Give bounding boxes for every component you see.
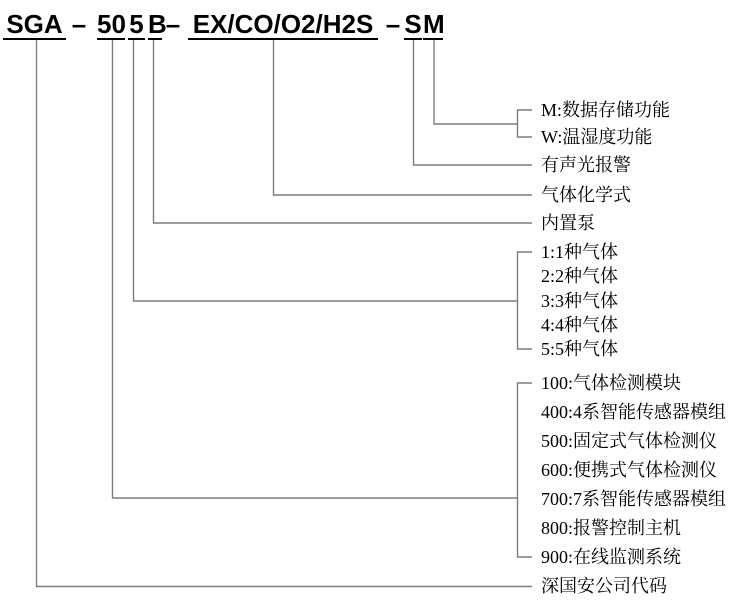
connector-gas-count <box>134 40 518 301</box>
label-gas-count-option-5: 5:5种气体 <box>541 339 619 359</box>
label-series-option-400: 400:4系智能传感器模组 <box>541 402 727 422</box>
label-gas-count-option-1: 1:1种气体 <box>541 242 619 262</box>
label-alarm: 有声光报警 <box>541 155 631 175</box>
bracket-series <box>518 383 533 557</box>
segment-brand: SGA <box>3 10 66 40</box>
label-gas-count-option-4: 4:4种气体 <box>541 315 619 335</box>
label-series-option-800: 800:报警控制主机 <box>541 518 682 538</box>
label-gas-count-option-3: 3:3种气体 <box>541 291 619 311</box>
label-series-option-100: 100:气体检测模块 <box>541 373 682 393</box>
segment-gas-count-digit: 5 <box>129 9 144 39</box>
connector-alarm <box>414 40 533 165</box>
dash-separator-1: – <box>71 9 87 39</box>
label-humidity-option: W:温湿度功能 <box>541 127 653 147</box>
connector-gas-formula <box>274 40 533 195</box>
connector-memory <box>434 40 518 124</box>
bracket-memory-humidity <box>518 110 533 137</box>
segment-alarm-flag: S <box>404 9 422 39</box>
connector-company-code <box>37 40 533 587</box>
bracket-gas-count <box>518 252 533 349</box>
segment-gas-formula: EX/CO/O2/H2S <box>188 10 378 40</box>
dash-separator-3: – <box>385 9 401 39</box>
label-pump: 内置泵 <box>541 213 595 233</box>
label-memory-option: M:数据存储功能 <box>541 100 671 120</box>
label-series-option-500: 500:固定式气体检测仪 <box>541 431 718 451</box>
dash-separator-2: – <box>165 9 181 39</box>
label-series-option-900: 900:在线监测系统 <box>541 547 682 567</box>
segment-memory-flag: M <box>423 9 445 39</box>
label-company-code: 深国安公司代码 <box>541 576 667 596</box>
segment-pump-flag: B <box>148 9 167 39</box>
connector-series <box>113 40 518 498</box>
label-series-option-700: 700:7系智能传感器模组 <box>541 489 727 509</box>
label-gas-count-option-2: 2:2种气体 <box>541 266 619 286</box>
segment-series-digits: 50 <box>97 9 126 39</box>
label-gas-formula: 气体化学式 <box>541 185 631 205</box>
label-series-option-600: 600:便携式气体检测仪 <box>541 460 718 480</box>
